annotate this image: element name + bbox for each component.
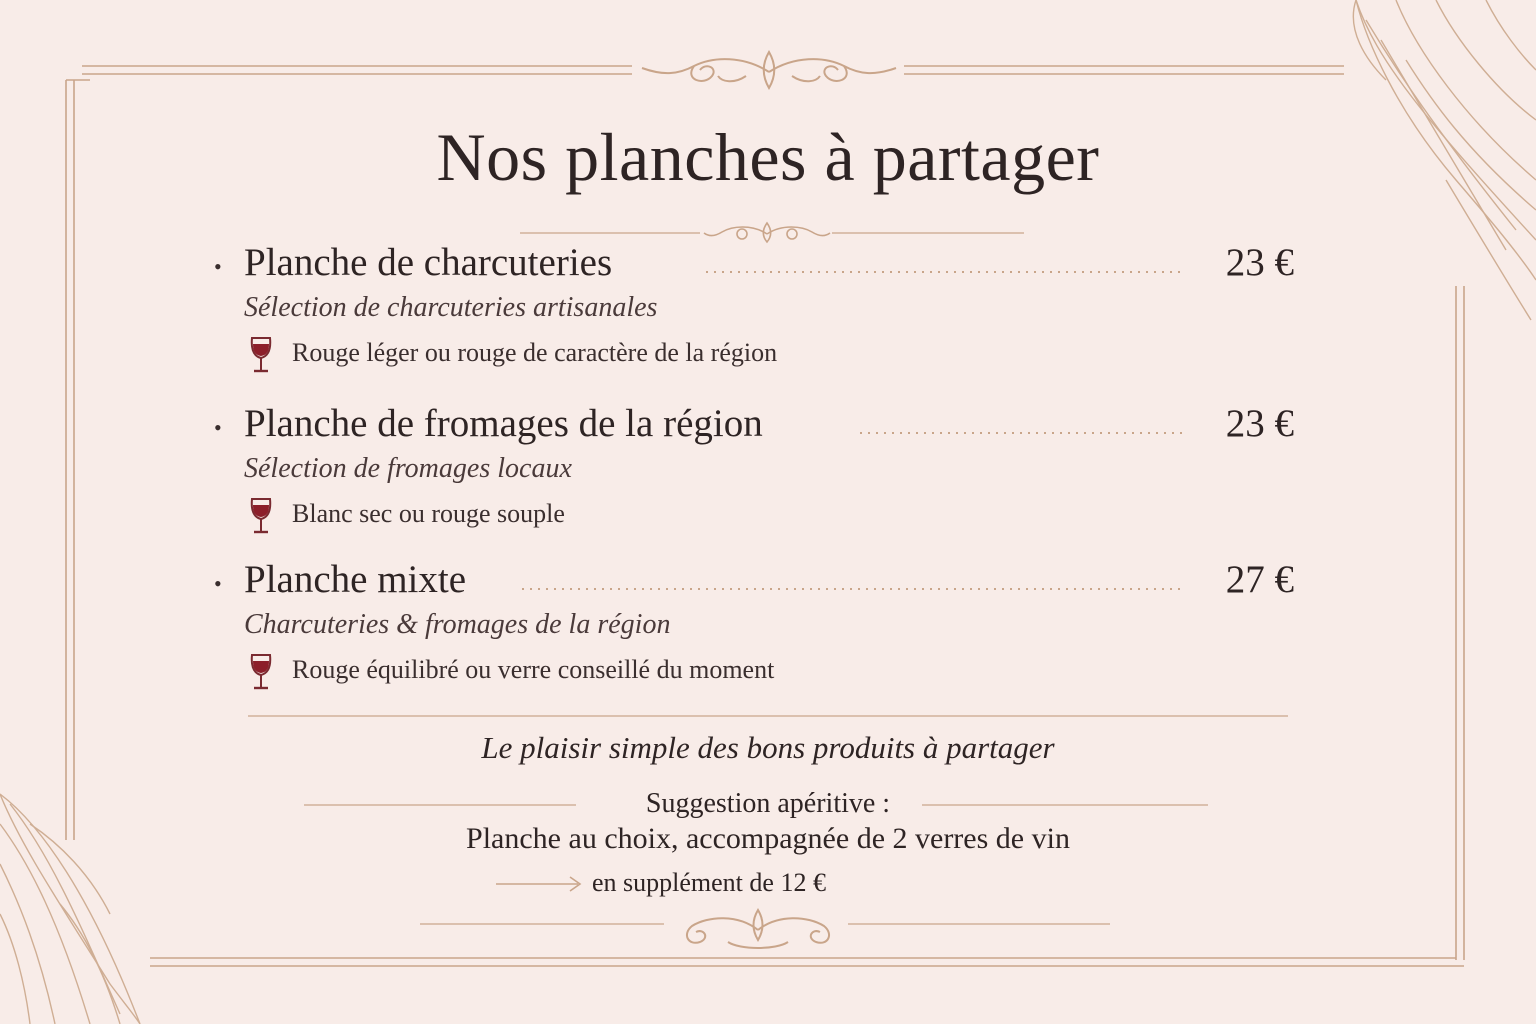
menu-item: [214, 240, 1294, 367]
bottom-flourish: [668, 906, 848, 956]
leaf-ornament-bottom-left: [0, 784, 160, 1024]
item-price: 23 €: [1225, 241, 1294, 284]
menu-item: [214, 401, 1294, 528]
wine-glass-icon: [244, 336, 278, 376]
item-name: Planche mixte: [244, 558, 467, 601]
tagline: Le plaisir simple des bons produits à partager: [481, 730, 1055, 765]
bullet: •: [214, 254, 222, 279]
scroll-flourish-icon: [634, 46, 904, 96]
page-title: Nos planches à partager: [436, 119, 1100, 195]
item-description: Sélection de charcuteries artisanales: [244, 292, 658, 323]
bullet: •: [214, 415, 222, 440]
wine-suggestion: Rouge léger ou rouge de caractère de la région: [292, 338, 778, 367]
menu-item: [214, 557, 1294, 684]
wine-suggestion: Blanc sec ou rouge souple: [292, 499, 565, 528]
wine-suggestion: Rouge équilibré ou verre conseillé du moment: [292, 655, 775, 684]
item-name: Planche de charcuteries: [244, 241, 613, 284]
item-description: Sélection de fromages locaux: [244, 453, 572, 484]
dotted-leader: [860, 431, 1184, 435]
wine-glass-icon: [244, 497, 278, 537]
item-description: Charcuteries & fromages de la région: [244, 609, 671, 640]
suggestion-extra: en supplément de 12 €: [592, 868, 826, 897]
arrow-right-icon: [496, 874, 582, 894]
dotted-leader: [706, 270, 1186, 274]
item-name: Planche de fromages de la région: [244, 402, 763, 445]
item-price: 23 €: [1225, 402, 1294, 445]
suggestion-text: Planche au choix, accompagnée de 2 verres de vin: [466, 822, 1070, 855]
bullet: •: [214, 571, 222, 596]
dotted-leader: [522, 587, 1184, 591]
suggestion-title: Suggestion apéritive :: [645, 788, 891, 819]
wine-glass-icon: [244, 653, 278, 693]
item-price: 27 €: [1225, 558, 1294, 601]
